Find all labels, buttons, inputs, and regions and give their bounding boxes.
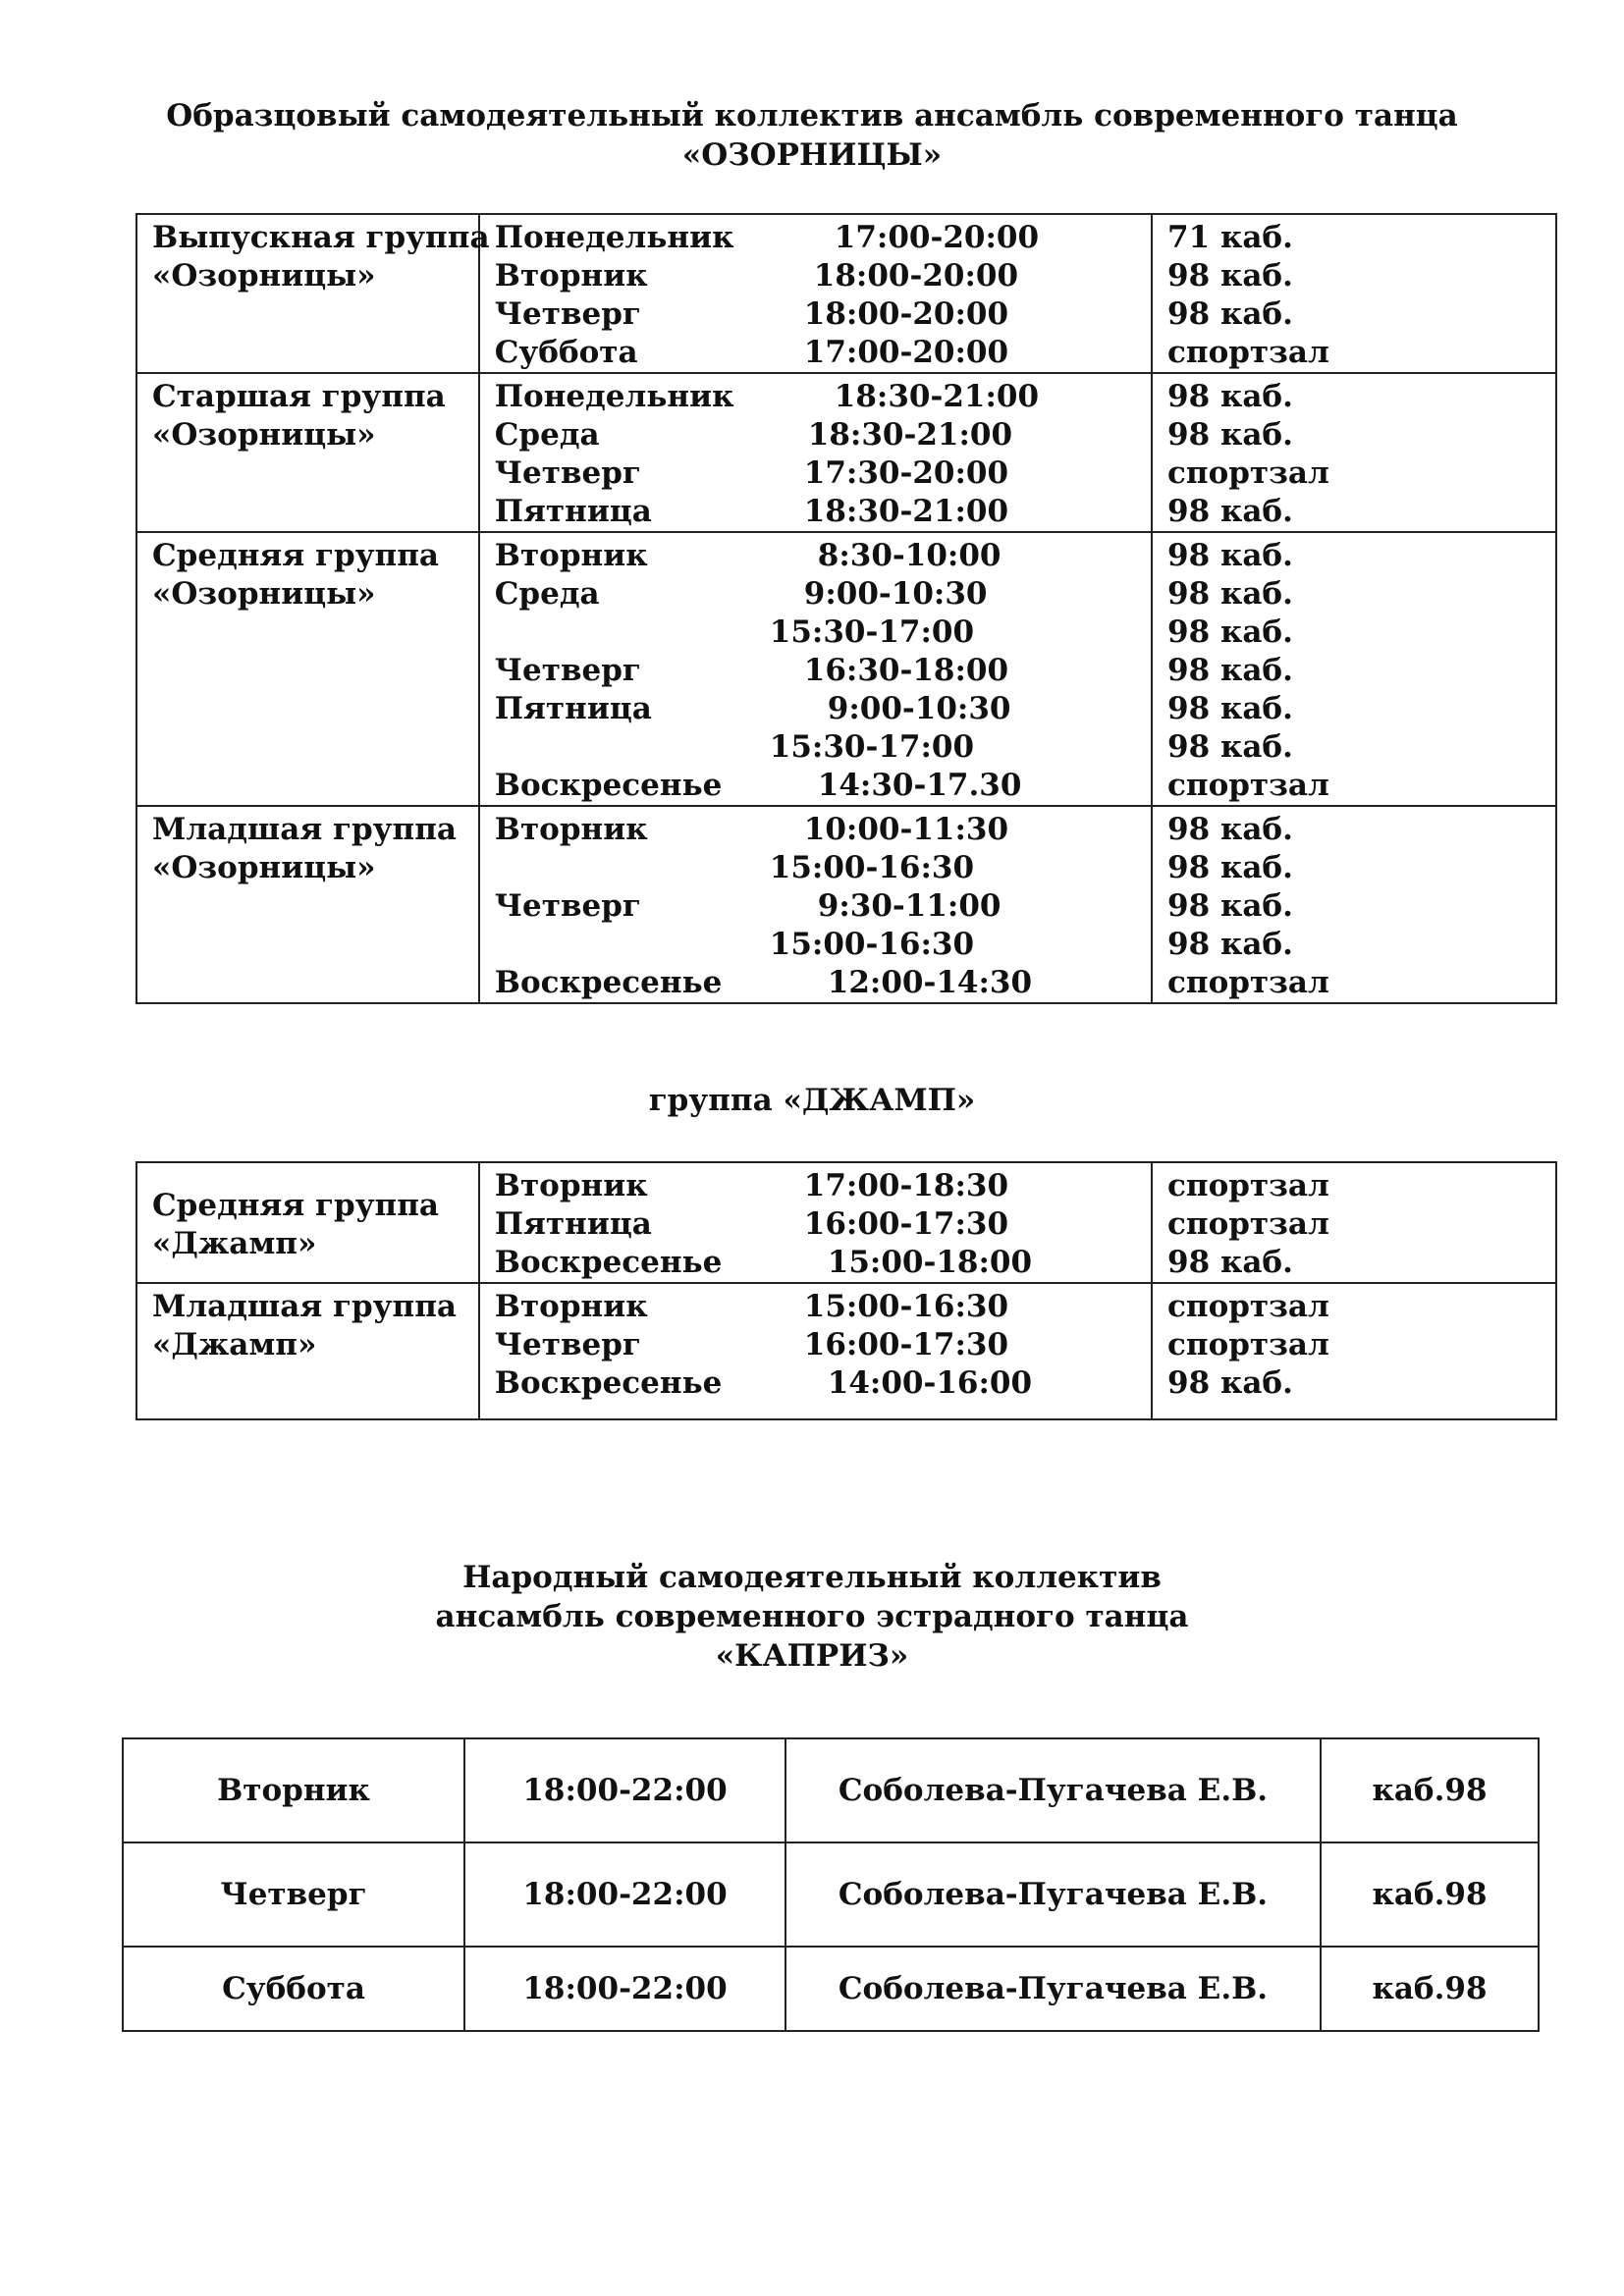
group-name-line: Выпускная группа	[152, 220, 490, 255]
group-name-cell	[136, 806, 479, 1003]
group-name-cell	[136, 214, 490, 373]
day-label: Вторник	[494, 258, 648, 294]
room-label: 98 каб.	[1167, 258, 1293, 294]
day-label: Воскресенье	[494, 1245, 723, 1280]
group-name-cell	[136, 532, 479, 806]
table-row	[136, 1283, 1556, 1419]
schedule-line	[495, 614, 1151, 652]
day-label: Пятница	[494, 494, 652, 529]
day-cell: Суббота	[123, 1947, 464, 2031]
time-label: 18:30-21:00	[807, 417, 1013, 453]
room-label: 98 каб.	[1167, 576, 1293, 612]
table-row	[123, 1842, 1539, 1947]
day-label: Суббота	[494, 335, 638, 370]
days-cell	[479, 1283, 1152, 1419]
room-label: спортзал	[1167, 1206, 1329, 1242]
day-label: Воскресенье	[494, 1365, 723, 1401]
time-label: 8:30-10:00	[817, 538, 1001, 573]
group-name-line: «Озорницы»	[152, 258, 376, 294]
kapriz-schedule-table	[122, 1737, 1540, 2032]
time-label: 14:00-16:00	[827, 1365, 1033, 1401]
day-label: Пятница	[494, 1206, 652, 1242]
day-label: Вторник	[494, 1168, 648, 1203]
group-name-line: Младшая группа	[152, 812, 457, 847]
time-label: 15:30-17:00	[769, 729, 975, 765]
group-name-cell	[136, 1283, 479, 1419]
teacher-cell: Соболева-Пугачева Е.В.	[785, 1738, 1321, 1842]
teacher-cell: Соболева-Пугачева Е.В.	[785, 1842, 1321, 1947]
jump-title: группа «ДЖАМП»	[648, 1083, 976, 1118]
schedule-line	[495, 295, 1151, 334]
kapriz-title-line1: Народный самодеятельный коллектив	[462, 1560, 1162, 1595]
time-label: 16:00-17:30	[803, 1206, 1009, 1242]
rooms-cell	[1152, 1283, 1556, 1419]
group-name-line: «Озорницы»	[152, 850, 376, 885]
time-label: 18:00-20:00	[803, 296, 1009, 332]
group-name-line: «Озорницы»	[152, 417, 376, 453]
day-label: Вторник	[494, 538, 648, 573]
schedule-line	[495, 1288, 1151, 1326]
ozornitsy-heading	[0, 96, 1624, 175]
day-label: Пятница	[494, 691, 652, 726]
day-label: Понедельник	[494, 220, 734, 255]
day-label: Вторник	[494, 1289, 648, 1324]
group-name-line: Старшая группа	[152, 379, 446, 414]
time-cell: 18:00-22:00	[464, 1842, 785, 1947]
room-label: 71 каб.	[1167, 220, 1293, 255]
time-label: 12:00-14:30	[827, 965, 1033, 1000]
day-label: Среда	[494, 576, 600, 612]
kapriz-title-line2: ансамбль современного эстрадного танца	[435, 1599, 1189, 1634]
time-label: 17:00-18:30	[803, 1168, 1009, 1203]
group-name-line: Средняя группа	[152, 538, 440, 573]
table-row	[123, 1738, 1539, 1842]
rooms-cell	[1152, 806, 1556, 1003]
schedule-line	[495, 767, 1151, 805]
time-label: 14:30-17.30	[817, 768, 1022, 803]
kapriz-heading	[0, 1558, 1624, 1676]
days-cell	[479, 532, 1152, 806]
time-label: 16:30-18:00	[803, 653, 1009, 688]
table-row	[136, 1162, 1556, 1283]
room-label: 98 каб.	[1167, 927, 1293, 962]
time-label: 9:00-10:30	[827, 691, 1011, 726]
time-label: 15:00-18:00	[827, 1245, 1033, 1280]
schedule-line	[495, 219, 1151, 257]
schedule-line	[495, 378, 1151, 416]
day-label: Четверг	[494, 296, 641, 332]
schedule-line	[495, 493, 1151, 531]
schedule-line	[495, 652, 1151, 690]
teacher-cell: Соболева-Пугачева Е.В.	[785, 1947, 1321, 2031]
schedule-line	[495, 1167, 1151, 1205]
table-row	[136, 806, 1556, 1003]
rooms-cell	[1152, 532, 1556, 806]
time-label: 18:30-21:00	[803, 494, 1009, 529]
time-label: 18:30-21:00	[834, 379, 1040, 414]
room-label: 98 каб.	[1167, 691, 1293, 726]
time-label: 15:00-16:30	[803, 1289, 1009, 1324]
group-name-line: «Озорницы»	[152, 576, 376, 612]
time-cell: 18:00-22:00	[464, 1738, 785, 1842]
time-label: 9:00-10:30	[803, 576, 988, 612]
day-label: Воскресенье	[494, 768, 723, 803]
room-cell: каб.98	[1321, 1842, 1539, 1947]
days-cell	[479, 806, 1152, 1003]
day-label: Четверг	[494, 1327, 641, 1362]
schedule-line	[495, 537, 1151, 575]
schedule-line	[495, 964, 1151, 1002]
room-label: 98 каб.	[1167, 538, 1293, 573]
room-label: 98 каб.	[1167, 653, 1293, 688]
room-label: 98 каб.	[1167, 296, 1293, 332]
room-label: спортзал	[1167, 335, 1329, 370]
day-label: Вторник	[494, 812, 648, 847]
time-label: 16:00-17:30	[803, 1327, 1009, 1362]
time-label: 17:30-20:00	[803, 455, 1009, 491]
schedule-line	[495, 811, 1151, 849]
schedule-line	[495, 849, 1151, 887]
room-label: 98 каб.	[1167, 850, 1293, 885]
room-label: 98 каб.	[1167, 494, 1293, 529]
group-name-line: «Джамп»	[152, 1225, 317, 1261]
room-label: 98 каб.	[1167, 379, 1293, 414]
room-label: спортзал	[1167, 1327, 1329, 1362]
time-label: 15:00-16:30	[769, 850, 975, 885]
day-label: Четверг	[494, 888, 641, 924]
jump-schedule-table	[135, 1161, 1557, 1420]
day-cell: Вторник	[123, 1738, 464, 1842]
room-label: 98 каб.	[1167, 614, 1293, 650]
time-label: 15:00-16:30	[769, 927, 975, 962]
group-name-line: Средняя группа	[152, 1187, 440, 1223]
jump-heading	[0, 1081, 1624, 1120]
table-row	[136, 532, 1556, 806]
room-cell: каб.98	[1321, 1947, 1539, 2031]
room-label: 98 каб.	[1167, 888, 1293, 924]
room-label: спортзал	[1167, 1289, 1329, 1324]
schedule-line	[495, 1205, 1151, 1244]
room-label: спортзал	[1167, 768, 1329, 803]
day-label: Воскресенье	[494, 965, 723, 1000]
time-label: 18:00-20:00	[813, 258, 1019, 294]
time-cell: 18:00-22:00	[464, 1947, 785, 2031]
schedule-line	[495, 1244, 1151, 1282]
room-label: 98 каб.	[1167, 1365, 1293, 1401]
schedule-line	[495, 257, 1151, 295]
days-cell	[479, 373, 1152, 532]
schedule-line	[495, 728, 1151, 767]
room-label: спортзал	[1167, 965, 1329, 1000]
group-name-cell	[136, 1162, 479, 1283]
room-label: спортзал	[1167, 1168, 1329, 1203]
time-label: 9:30-11:00	[817, 888, 1001, 924]
day-label: Четверг	[494, 455, 641, 491]
group-name-line: «Джамп»	[152, 1327, 317, 1362]
days-cell	[479, 1162, 1152, 1283]
schedule-line	[495, 575, 1151, 614]
table-row	[136, 214, 1556, 373]
schedule-line	[495, 887, 1151, 926]
schedule-line	[495, 690, 1151, 728]
ozornitsy-title-line1: Образцовый самодеятельный коллектив ансамбль современного танца	[166, 98, 1458, 133]
room-label: 98 каб.	[1167, 417, 1293, 453]
schedule-line	[495, 1364, 1151, 1403]
room-label: 98 каб.	[1167, 812, 1293, 847]
time-label: 15:30-17:00	[769, 614, 975, 650]
rooms-cell	[1152, 373, 1556, 532]
room-cell: каб.98	[1321, 1738, 1539, 1842]
schedule-line	[495, 454, 1151, 493]
rooms-cell	[1152, 214, 1556, 373]
room-label: спортзал	[1167, 455, 1329, 491]
ozornitsy-title-line2: «ОЗОРНИЦЫ»	[681, 137, 943, 173]
schedule-line	[495, 926, 1151, 964]
room-label: 98 каб.	[1167, 1245, 1293, 1280]
room-label: 98 каб.	[1167, 729, 1293, 765]
schedule-line	[495, 416, 1151, 454]
group-name-cell	[136, 373, 479, 532]
day-label: Среда	[494, 417, 600, 453]
day-label: Четверг	[494, 653, 641, 688]
table-row	[123, 1947, 1539, 2031]
kapriz-title-line3: «КАПРИЗ»	[715, 1638, 909, 1674]
schedule-line	[495, 1326, 1151, 1364]
day-label: Понедельник	[494, 379, 734, 414]
rooms-cell	[1152, 1162, 1556, 1283]
time-label: 10:00-11:30	[803, 812, 1009, 847]
schedule-line	[495, 334, 1151, 372]
day-cell: Четверг	[123, 1842, 464, 1947]
days-cell	[479, 214, 1152, 373]
table-row	[136, 373, 1556, 532]
ozornitsy-schedule-table	[135, 213, 1557, 1004]
time-label: 17:00-20:00	[834, 220, 1040, 255]
time-label: 17:00-20:00	[803, 335, 1009, 370]
group-name-line: Младшая группа	[152, 1289, 457, 1324]
